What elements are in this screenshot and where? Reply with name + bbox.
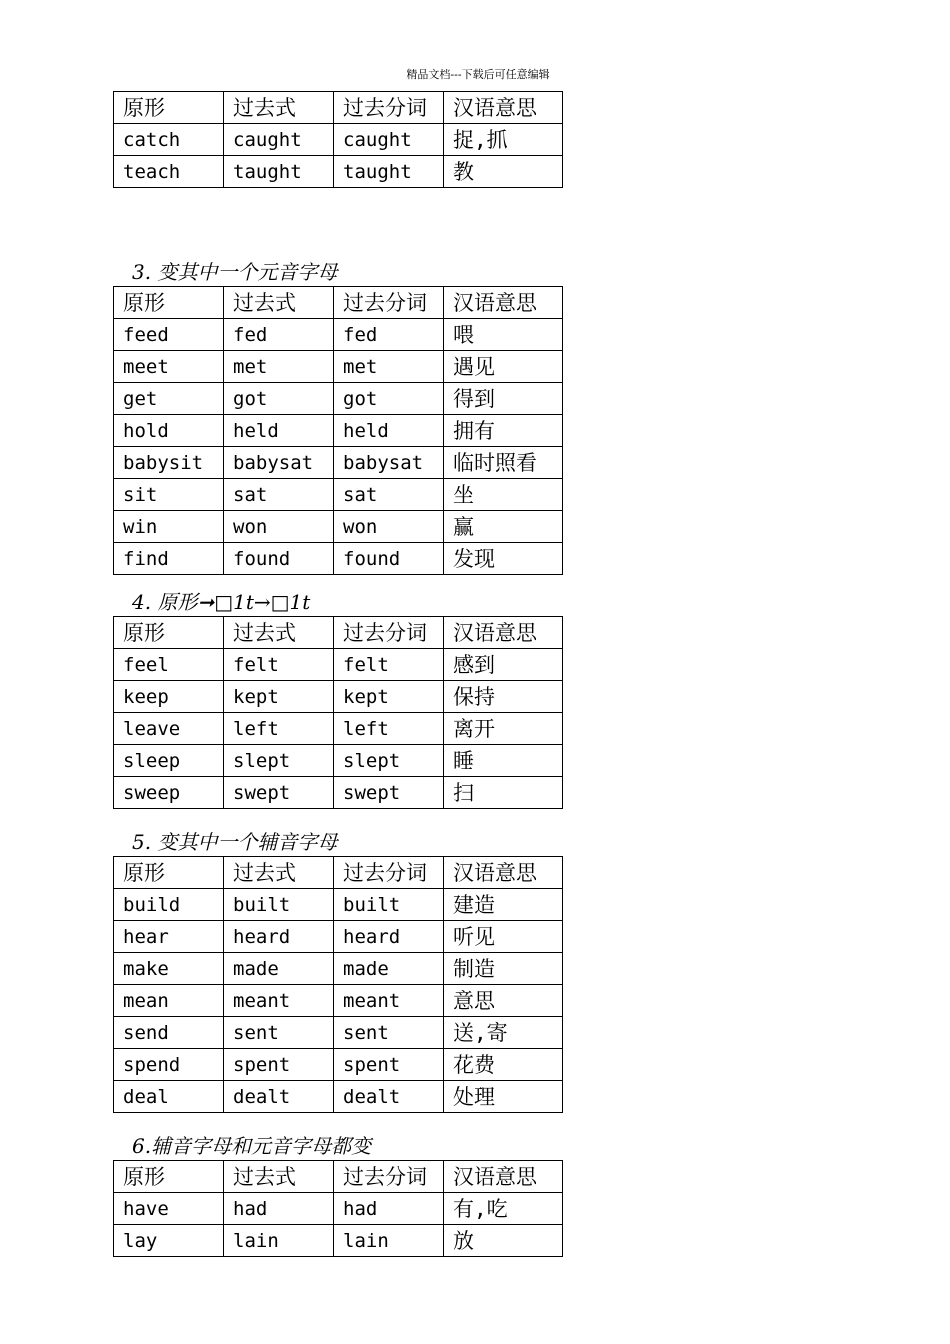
column-header: 汉语意思 [444,857,563,889]
base-form-cell: hear [114,921,224,953]
table-row [114,985,563,1017]
table-row [114,543,563,575]
meaning-cell: 拥有 [444,415,563,447]
base-form-cell: deal [114,1081,224,1113]
past-tense-cell: lain [224,1225,334,1257]
verb-table [113,856,563,1113]
past-participle-cell: got [334,383,444,415]
column-header: 汉语意思 [444,287,563,319]
past-participle-cell: held [334,415,444,447]
base-form-cell: sweep [114,777,224,809]
section-title: 3. 变其中一个元音字母 [132,260,338,284]
meaning-cell: 坐 [444,479,563,511]
table-row [114,649,563,681]
past-participle-cell: made [334,953,444,985]
past-participle-cell: babysat [334,447,444,479]
meaning-cell: 处理 [444,1081,563,1113]
section-title: 6.辅音字母和元音字母都变 [132,1134,372,1158]
past-tense-cell: dealt [224,1081,334,1113]
past-tense-cell: built [224,889,334,921]
past-participle-cell: taught [334,156,444,188]
column-header: 原形 [114,1161,224,1193]
past-participle-cell: kept [334,681,444,713]
table-header-row [114,1161,563,1193]
column-header: 汉语意思 [444,92,563,124]
table-header-row [114,857,563,889]
base-form-cell: mean [114,985,224,1017]
base-form-cell: meet [114,351,224,383]
column-header: 过去分词 [334,1161,444,1193]
base-form-cell: spend [114,1049,224,1081]
table-row [114,681,563,713]
meaning-cell: 临时照看 [444,447,563,479]
base-form-cell: hold [114,415,224,447]
base-form-cell: babysit [114,447,224,479]
meaning-cell: 制造 [444,953,563,985]
base-form-cell: have [114,1193,224,1225]
past-tense-cell: swept [224,777,334,809]
base-form-cell: feel [114,649,224,681]
past-tense-cell: had [224,1193,334,1225]
base-form-cell: catch [114,124,224,156]
past-tense-cell: found [224,543,334,575]
meaning-cell: 得到 [444,383,563,415]
column-header: 汉语意思 [444,1161,563,1193]
column-header: 汉语意思 [444,617,563,649]
page-header-note: 精品文档---下载后可任意编辑 [406,68,550,81]
past-tense-cell: left [224,713,334,745]
meaning-cell: 离开 [444,713,563,745]
column-header: 过去式 [224,92,334,124]
meaning-cell: 意思 [444,985,563,1017]
column-header: 过去式 [224,617,334,649]
past-participle-cell: fed [334,319,444,351]
meaning-cell: 送,寄 [444,1017,563,1049]
table-header-row [114,617,563,649]
table-row [114,745,563,777]
table-header-row [114,92,563,124]
past-tense-cell: babysat [224,447,334,479]
table-row [114,479,563,511]
past-participle-cell: met [334,351,444,383]
meaning-cell: 睡 [444,745,563,777]
past-tense-cell: felt [224,649,334,681]
past-participle-cell: slept [334,745,444,777]
meaning-cell: 扫 [444,777,563,809]
table-row [114,415,563,447]
base-form-cell: build [114,889,224,921]
section-title: 5. 变其中一个辅音字母 [132,830,338,854]
past-tense-cell: made [224,953,334,985]
past-tense-cell: caught [224,124,334,156]
meaning-cell: 教 [444,156,563,188]
past-participle-cell: meant [334,985,444,1017]
past-tense-cell: sent [224,1017,334,1049]
past-tense-cell: kept [224,681,334,713]
table-row [114,351,563,383]
column-header: 原形 [114,287,224,319]
past-participle-cell: dealt [334,1081,444,1113]
past-tense-cell: taught [224,156,334,188]
base-form-cell: get [114,383,224,415]
past-tense-cell: held [224,415,334,447]
meaning-cell: 喂 [444,319,563,351]
column-header: 过去分词 [334,92,444,124]
table-row [114,1017,563,1049]
column-header: 原形 [114,92,224,124]
past-participle-cell: swept [334,777,444,809]
past-tense-cell: got [224,383,334,415]
past-tense-cell: met [224,351,334,383]
meaning-cell: 建造 [444,889,563,921]
table-row [114,889,563,921]
past-tense-cell: meant [224,985,334,1017]
table-row [114,319,563,351]
base-form-cell: lay [114,1225,224,1257]
column-header: 过去分词 [334,287,444,319]
past-tense-cell: heard [224,921,334,953]
base-form-cell: leave [114,713,224,745]
table-row [114,1193,563,1225]
table-row [114,713,563,745]
column-header: 过去式 [224,1161,334,1193]
past-participle-cell: left [334,713,444,745]
past-tense-cell: spent [224,1049,334,1081]
meaning-cell: 放 [444,1225,563,1257]
meaning-cell: 保持 [444,681,563,713]
table-row [114,953,563,985]
verb-table [113,286,563,575]
table-header-row [114,287,563,319]
base-form-cell: feed [114,319,224,351]
past-participle-cell: lain [334,1225,444,1257]
base-form-cell: make [114,953,224,985]
column-header: 过去式 [224,287,334,319]
meaning-cell: 赢 [444,511,563,543]
column-header: 过去分词 [334,617,444,649]
table-row [114,921,563,953]
meaning-cell: 发现 [444,543,563,575]
table-row [114,1225,563,1257]
meaning-cell: 听见 [444,921,563,953]
verb-table [113,1160,563,1257]
table-row [114,1081,563,1113]
base-form-cell: sit [114,479,224,511]
table-row [114,447,563,479]
past-participle-cell: had [334,1193,444,1225]
meaning-cell: 有,吃 [444,1193,563,1225]
past-participle-cell: built [334,889,444,921]
base-form-cell: send [114,1017,224,1049]
base-form-cell: keep [114,681,224,713]
column-header: 过去式 [224,857,334,889]
column-header: 原形 [114,857,224,889]
base-form-cell: teach [114,156,224,188]
past-tense-cell: sat [224,479,334,511]
meaning-cell: 捉,抓 [444,124,563,156]
table-row [114,124,563,156]
table-row [114,1049,563,1081]
base-form-cell: find [114,543,224,575]
past-tense-cell: won [224,511,334,543]
past-participle-cell: sent [334,1017,444,1049]
past-participle-cell: spent [334,1049,444,1081]
past-participle-cell: caught [334,124,444,156]
past-tense-cell: fed [224,319,334,351]
table-row [114,156,563,188]
table-row [114,511,563,543]
past-tense-cell: slept [224,745,334,777]
meaning-cell: 感到 [444,649,563,681]
table-row [114,777,563,809]
meaning-cell: 花费 [444,1049,563,1081]
past-participle-cell: felt [334,649,444,681]
base-form-cell: sleep [114,745,224,777]
column-header: 原形 [114,617,224,649]
table-row [114,383,563,415]
section-title: 4. 原形➞□1t→□1t [132,590,311,614]
verb-table [113,616,563,809]
past-participle-cell: heard [334,921,444,953]
past-participle-cell: found [334,543,444,575]
base-form-cell: win [114,511,224,543]
past-participle-cell: sat [334,479,444,511]
verb-table [113,91,563,188]
past-participle-cell: won [334,511,444,543]
meaning-cell: 遇见 [444,351,563,383]
column-header: 过去分词 [334,857,444,889]
